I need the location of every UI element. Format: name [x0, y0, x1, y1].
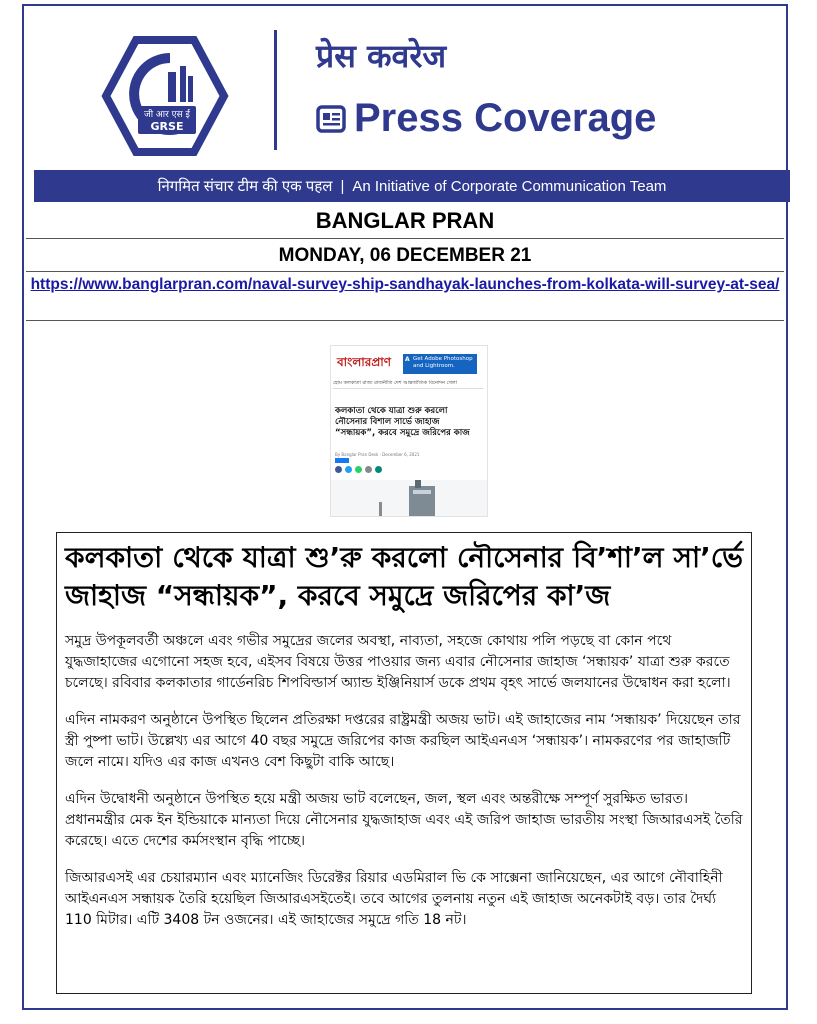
logo-text-hindi: जी आर एस ई	[144, 110, 190, 120]
logo-text-en: GRSE	[150, 120, 184, 133]
facebook-icon	[335, 466, 342, 473]
whatsapp-icon	[355, 466, 362, 473]
thumbnail-byline: By Banglar Pran Desk · December 6, 2021	[335, 452, 420, 457]
site-nav: হোম কলকাতা রাজ্য রাজনীতি দেশ আন্তর্জাতিক বিনোদন খেলা	[333, 380, 483, 389]
like-icon	[335, 458, 349, 463]
share-icon	[375, 466, 382, 473]
thumbnail-headline: কলকাতা থেকে যাত্রা শুরু করলো নৌসেনার বিশাল সার্ভে জাহাজ “সন্ধায়ক”, করবে সমুদ্রে জরিপের কাজ	[335, 406, 470, 438]
banner-english: An Initiative of Corporate Communication Team	[352, 177, 667, 195]
article-paragraph: এদিন নামকরণ অনুষ্ঠানে উপস্থিত ছিলেন প্রতিরক্ষা দপ্তরের রাষ্ট্রমন্ত্রী অজয় ভাট। এই জাহাজের নাম ‘সন্ধায়ক’ দিয়েছেন তার স্ত্রী পুষ্পা ভাট। উল্লেখ্য এর আগে 40 বছর সমুদ্রে জরিপের কাজ করছিল আইএনএস ‘সন্ধায়ক’। নামকরণের পর জাহাজটি জলে নামে। যদিও এর কাজ এখনও বেশ কিছুটা বাকি আছে।	[65, 712, 741, 770]
title-hindi: प्रेस कवरेज	[316, 37, 447, 75]
ad-banner	[403, 354, 477, 374]
header-divider	[274, 30, 277, 150]
twitter-icon	[345, 466, 352, 473]
grse-logo	[98, 32, 232, 160]
site-logo: বাংলারপ্রাণ	[337, 355, 392, 369]
banner-hindi: निगमित संचार टीम की एक पहल	[157, 178, 333, 195]
adobe-icon: A	[405, 356, 410, 363]
article-link[interactable]: https://www.banglarpran.com/naval-survey-ship-sandhayak-launches-from-kolkata-will-survey-at-sea/	[30, 276, 780, 293]
newspaper-icon	[316, 104, 346, 134]
publication-name: BANGLAR PRAN	[26, 202, 784, 239]
initiative-banner	[34, 170, 790, 202]
article-paragraph: জিআরএসই এর চেয়ারম্যান এবং ম্যানেজিং ডিরেক্টর রিয়ার এডমিরাল ভি কে সাক্সেনা জানিয়েছেন, এর আগে নৌবাহিনী আইএনএস সন্ধায়ক তৈরি হয়েছিল জিআরএসইতেই। তবে আগের তুলনায় নতুন এই জাহাজ অনেকটাই বড়। তার দৈর্ঘ্য 110 মিটার। এটি 3408 টন ওজনের। এই জাহাজের সমুদ্রে গতি 18 নট।	[65, 870, 723, 928]
share-bar	[335, 466, 382, 473]
banner-separator: |	[340, 177, 345, 195]
ship-photo	[331, 480, 487, 516]
title-english: Press Coverage	[354, 96, 657, 140]
ad-text: Get Adobe Photoshop and Lightroom.	[413, 356, 473, 369]
article-paragraph: এদিন উদ্বোধনী অনুষ্ঠানে উপস্থিত হয়ে মন্ত্রী অজয় ভাট বলেছেন, জল, স্থল এবং অন্তরীক্ষে সম্পূর্ণ সুরক্ষিত ভারত। প্রধানমন্ত্রীর মেক ইন ইন্ডিয়াকে মান্যতা দিয়ে নৌসেনার যুদ্ধজাহাজ এবং এই জরিপ জাহাজ ভারতীয় সংস্থা জিআরএসই তৈরি করেছে। এতে দেশের কর্মসংস্থান বৃদ্ধি পাচ্ছে।	[65, 791, 743, 849]
article-box	[56, 532, 752, 994]
email-icon	[365, 466, 372, 473]
article-url-row	[26, 272, 784, 321]
article-paragraph: সমুদ্র উপকূলবর্তী অঞ্চলে এবং গভীর সমুদ্রের জলের অবস্থা, নাব্যতা, সহজে কোথায় পলি পড়ছে বা কোন পথে যুদ্ধজাহাজের এগোনো সহজ হবে, এইসব বিষয়ে উত্তর পাওয়ার জন্য এবার নৌসেনার জাহাজ ‘সন্ধায়ক’ যাত্রা শুরু করতে চলেছে। রবিবার কলকাতার গার্ডেনরিচ শিপবিল্ডার্স অ্যান্ড ইঞ্জিনিয়ার্স ডকে প্রথম বৃহৎ সার্ভে জলযানের উদ্বোধন করা হলো।	[65, 633, 731, 691]
article-screenshot-thumbnail	[330, 345, 488, 517]
publication-date: MONDAY, 06 DECEMBER 21	[26, 239, 784, 272]
article-headline: কলকাতা থেকে যাত্রা শু’রু করলো নৌসেনার বি’শা’ল সা’র্ভে জাহাজ “সন্ধায়ক”, করবে সমুদ্রে জরিপের কা’জ	[65, 541, 743, 612]
press-coverage-header	[34, 8, 790, 170]
